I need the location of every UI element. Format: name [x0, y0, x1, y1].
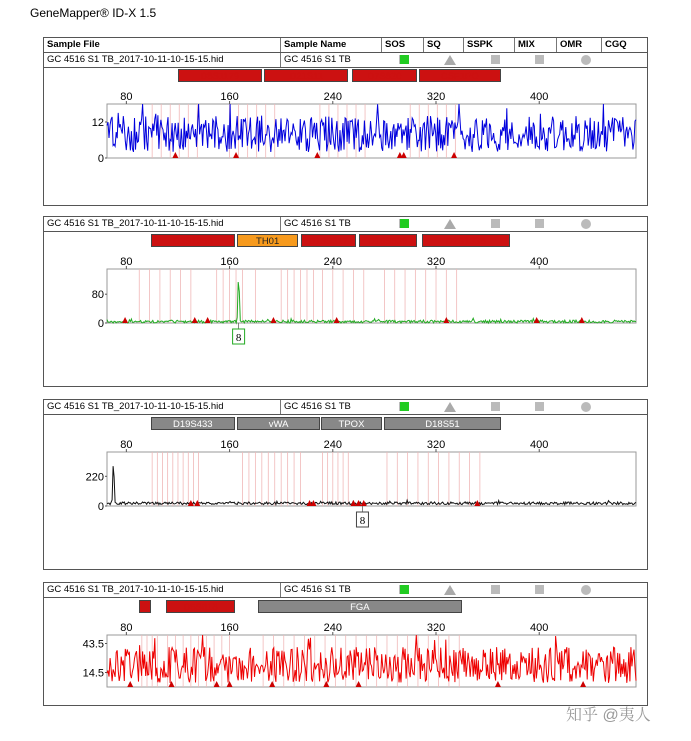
square-flag-icon[interactable]	[491, 55, 500, 64]
marker-bin-d3s1358[interactable]: D3S1358	[151, 234, 235, 247]
square-flag-icon[interactable]	[400, 219, 409, 228]
square-flag-icon[interactable]	[400, 585, 409, 594]
marker-bin-tpox[interactable]: TPOX	[321, 417, 382, 430]
sample-file-name: GC 4516 S1 TB_2017-10-11-10-15-15.hid	[47, 401, 224, 412]
marker-bin-fga[interactable]: FGA	[258, 600, 462, 613]
electropherogram-plot	[44, 251, 647, 383]
sample-name: GC 4516 S1 TB	[280, 583, 381, 597]
square-flag-icon[interactable]	[400, 402, 409, 411]
col-omr[interactable]: OMR	[556, 38, 601, 52]
marker-bin-d8s1179[interactable]: D8S1179	[178, 69, 262, 82]
col-sspk[interactable]: SSPK	[463, 38, 514, 52]
square-flag-icon[interactable]	[535, 402, 544, 411]
app-title: GeneMapper® ID-X 1.5	[30, 6, 157, 20]
y-tick-label: 12	[91, 117, 104, 129]
circle-flag-icon[interactable]	[581, 402, 591, 412]
triangle-flag-icon[interactable]	[444, 585, 456, 595]
sample-row[interactable]	[44, 583, 647, 598]
square-flag-icon[interactable]	[535, 55, 544, 64]
triangle-flag-icon[interactable]	[444, 219, 456, 229]
y-tick-label: 0	[97, 501, 104, 513]
triangle-flag-icon[interactable]	[444, 55, 456, 65]
electropherogram-plot	[44, 617, 647, 703]
electropherogram-plot	[44, 434, 647, 566]
sample-row[interactable]	[44, 53, 647, 68]
y-tick-label: 0	[97, 318, 104, 330]
sample-file-name: GC 4516 S1 TB_2017-10-11-10-15-15.hid	[47, 218, 224, 229]
square-flag-icon[interactable]	[491, 219, 500, 228]
x-tick-label: 240	[323, 439, 342, 451]
marker-bin-d7s820[interactable]: D7S820	[352, 69, 417, 82]
x-tick-label: 160	[220, 622, 239, 634]
electropherogram-panel-green	[43, 216, 648, 387]
x-tick-label: 400	[530, 256, 549, 268]
watermark-text: 知乎 @夷人	[566, 707, 651, 724]
circle-flag-icon[interactable]	[581, 55, 591, 65]
electropherogram-panel-red	[43, 582, 648, 706]
y-tick-label: 43.5	[82, 638, 104, 651]
y-tick-label: 14.5	[82, 667, 104, 680]
x-tick-label: 320	[426, 439, 446, 451]
square-flag-icon[interactable]	[400, 55, 409, 64]
marker-bin-d18s51[interactable]: D18S51	[384, 417, 500, 430]
sample-name: GC 4516 S1 TB	[280, 400, 381, 414]
col-sq[interactable]: SQ	[423, 38, 463, 52]
marker-bin-csf1po[interactable]: CSF1PO	[419, 69, 500, 82]
x-tick-label: 240	[323, 91, 342, 103]
square-flag-icon[interactable]	[535, 219, 544, 228]
triangle-flag-icon[interactable]	[444, 402, 456, 412]
sample-name: GC 4516 S1 TB	[280, 217, 381, 231]
square-flag-icon[interactable]	[535, 585, 544, 594]
x-tick-label: 240	[323, 256, 342, 268]
electropherogram-panel-blue	[43, 37, 648, 206]
x-tick-label: 80	[120, 439, 133, 451]
sample-name: GC 4516 S1 TB	[280, 53, 381, 67]
plot-area	[107, 269, 636, 323]
sample-file-name: GC 4516 S1 TB_2017-10-11-10-15-15.hid	[47, 584, 224, 595]
marker-bin-d2s1338[interactable]: D2S1338	[422, 234, 510, 247]
marker-bin-d19s433[interactable]: D19S433	[151, 417, 235, 430]
plot-area	[107, 452, 636, 506]
marker-bin-d16s539[interactable]: D16S539	[359, 234, 417, 247]
y-tick-label: 0	[97, 153, 104, 165]
x-tick-label: 320	[426, 622, 446, 634]
circle-flag-icon[interactable]	[581, 219, 591, 229]
marker-bin-d5s818[interactable]: D5S818	[166, 600, 234, 613]
marker-bin-th01[interactable]: TH01	[237, 234, 298, 247]
y-tick-label: 220	[85, 471, 104, 484]
col-mix[interactable]: MIX	[514, 38, 556, 52]
x-tick-label: 80	[120, 622, 133, 634]
x-tick-label: 80	[120, 256, 133, 268]
square-flag-icon[interactable]	[491, 402, 500, 411]
peak-allele-label: 8	[359, 515, 366, 527]
x-tick-label: 160	[220, 439, 239, 451]
sample-file-name: GC 4516 S1 TB_2017-10-11-10-15-15.hid	[47, 54, 224, 65]
marker-bin-unnamed-0[interactable]	[139, 600, 151, 613]
x-tick-label: 160	[220, 256, 239, 268]
sample-row[interactable]	[44, 400, 647, 415]
square-flag-icon[interactable]	[491, 585, 500, 594]
peak-allele-label: 8	[235, 332, 242, 344]
electropherogram-panel-black	[43, 399, 648, 570]
circle-flag-icon[interactable]	[581, 585, 591, 595]
sample-row[interactable]	[44, 217, 647, 232]
x-tick-label: 400	[530, 439, 549, 451]
col-sample-file[interactable]: Sample File	[47, 39, 100, 50]
x-tick-label: 240	[323, 622, 342, 634]
column-header-row	[44, 38, 647, 53]
x-tick-label: 320	[426, 256, 446, 268]
marker-bin-vwa[interactable]: vWA	[237, 417, 320, 430]
marker-bin-d21s11[interactable]: D21S11	[264, 69, 348, 82]
x-tick-label: 320	[426, 91, 446, 103]
marker-bin-d13s317[interactable]: D13S317	[301, 234, 356, 247]
electropherogram-plot	[44, 86, 647, 202]
col-sos[interactable]: SOS	[381, 38, 423, 52]
x-tick-label: 400	[530, 622, 549, 634]
col-sample-name[interactable]: Sample Name	[280, 38, 381, 52]
x-tick-label: 400	[530, 91, 549, 103]
y-tick-label: 80	[91, 289, 104, 302]
col-cgq[interactable]: CGQ	[601, 38, 647, 52]
x-tick-label: 160	[220, 91, 239, 103]
x-tick-label: 80	[120, 91, 133, 103]
